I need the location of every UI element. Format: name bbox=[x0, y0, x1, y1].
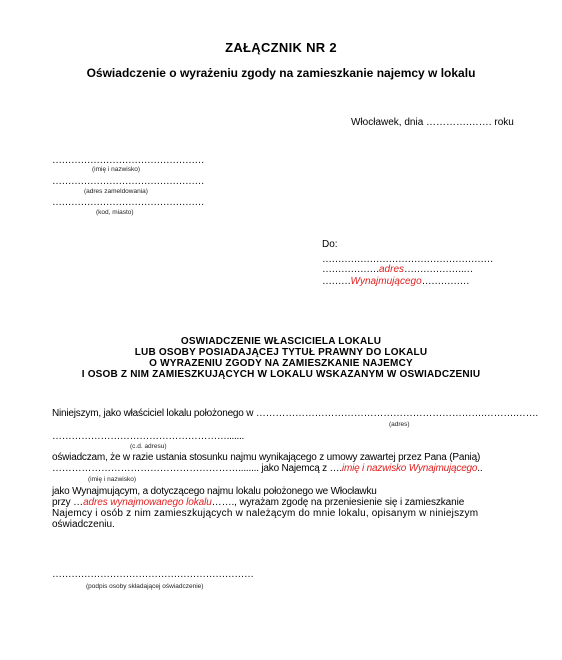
document-subtitle: Oświadczenie o wyrażeniu zgody na zamieszkanie najemcy w lokalu bbox=[86, 66, 476, 80]
recipient-line-1: ……………………………………………… bbox=[322, 254, 493, 265]
recipient-line-2 bbox=[322, 264, 473, 275]
statement-heading-1: OSWIADCZENIE WŁASCICIELA LOKALU bbox=[180, 336, 382, 347]
sender-address-label: (adres zameldowania) bbox=[84, 188, 148, 195]
body-line-6-suffix: ……., wyrażam zgodę na przeniesienie się i zamieszkanie bbox=[211, 497, 465, 508]
body-line-3: oświadczam, że w razie ustania stosunku najmu wynikającego z umowy zawartej przez Pana (Panią) bbox=[52, 452, 481, 463]
recipient-line-3 bbox=[322, 276, 469, 287]
recipient-line-3-prefix: ……… bbox=[322, 276, 351, 287]
body-label-address-cont: (c.d. adresu) bbox=[130, 443, 167, 450]
body-landlord-name-placeholder: imię i nazwisko Wynajmującego bbox=[341, 463, 478, 474]
recipient-landlord-placeholder: Wynajmującego bbox=[350, 276, 422, 287]
body-line-6 bbox=[52, 497, 464, 508]
body-line-4 bbox=[52, 463, 482, 474]
body-label-name: (imię i nazwisko) bbox=[88, 476, 137, 483]
body-line-1: Niniejszym, jako właściciel lokalu położonego w …………………………………………………………….……….……. bbox=[52, 408, 538, 419]
recipient-line-3-suffix: …………… bbox=[421, 276, 470, 287]
body-line-5: jako Wynajmującym, a dotyczącego najmu lokalu położonego we Włocławku bbox=[52, 486, 377, 497]
recipient-line-2-suffix: ……………….… bbox=[404, 264, 473, 275]
body-line-6-prefix: przy … bbox=[52, 497, 84, 508]
body-line-4-suffix: .. bbox=[477, 463, 483, 474]
sender-name-line: ………………………………………… bbox=[52, 155, 204, 166]
recipient-to-label: Do: bbox=[322, 239, 338, 250]
body-line-2: ………………………………………………....... bbox=[52, 431, 244, 442]
sender-address-line: ………………………………………… bbox=[52, 176, 204, 187]
body-line-8: oświadczeniu. bbox=[52, 519, 115, 530]
body-apartment-address-placeholder: adres wynajmowanego lokalu bbox=[83, 497, 212, 508]
statement-heading-2: LUB OSOBY POSIADAJĄCEJ TYTUŁ PRAWNY DO LOKALU bbox=[134, 347, 428, 358]
sender-city-line: ………………………………………… bbox=[52, 197, 204, 208]
statement-heading-3: O WYRAZENIU ZGODY NA ZAMIESZKANIE NAJEMCY bbox=[149, 358, 413, 369]
recipient-address-placeholder: adres bbox=[379, 264, 405, 275]
body-line-4-prefix: …………………………………………………........ jako Najemcą z …. bbox=[52, 463, 342, 474]
place-date: Włocławek, dnia ………….……. roku bbox=[351, 117, 514, 128]
body-line-7: Najemcy i osób z nim zamieszkujących w należącym do mnie lokalu, opisanym w niniejszym bbox=[52, 508, 479, 519]
signature-label: (podpis osoby składającej oświadczenie) bbox=[86, 583, 204, 590]
body-label-address: (adres) bbox=[389, 421, 410, 428]
statement-heading-4: I OSOB Z NIM ZAMIESZKUJĄCYCH W LOKALU WSKAZANYM W OSWIADCZENIU bbox=[81, 369, 481, 380]
sender-name-label: (imię i nazwisko) bbox=[92, 166, 141, 173]
sender-city-label: (kod, miasto) bbox=[96, 209, 134, 216]
document-title: ZAŁĄCZNIK NR 2 bbox=[225, 40, 337, 55]
recipient-line-2-prefix: ……………… bbox=[322, 264, 379, 275]
signature-line: ……………………………………………………… bbox=[52, 569, 254, 580]
